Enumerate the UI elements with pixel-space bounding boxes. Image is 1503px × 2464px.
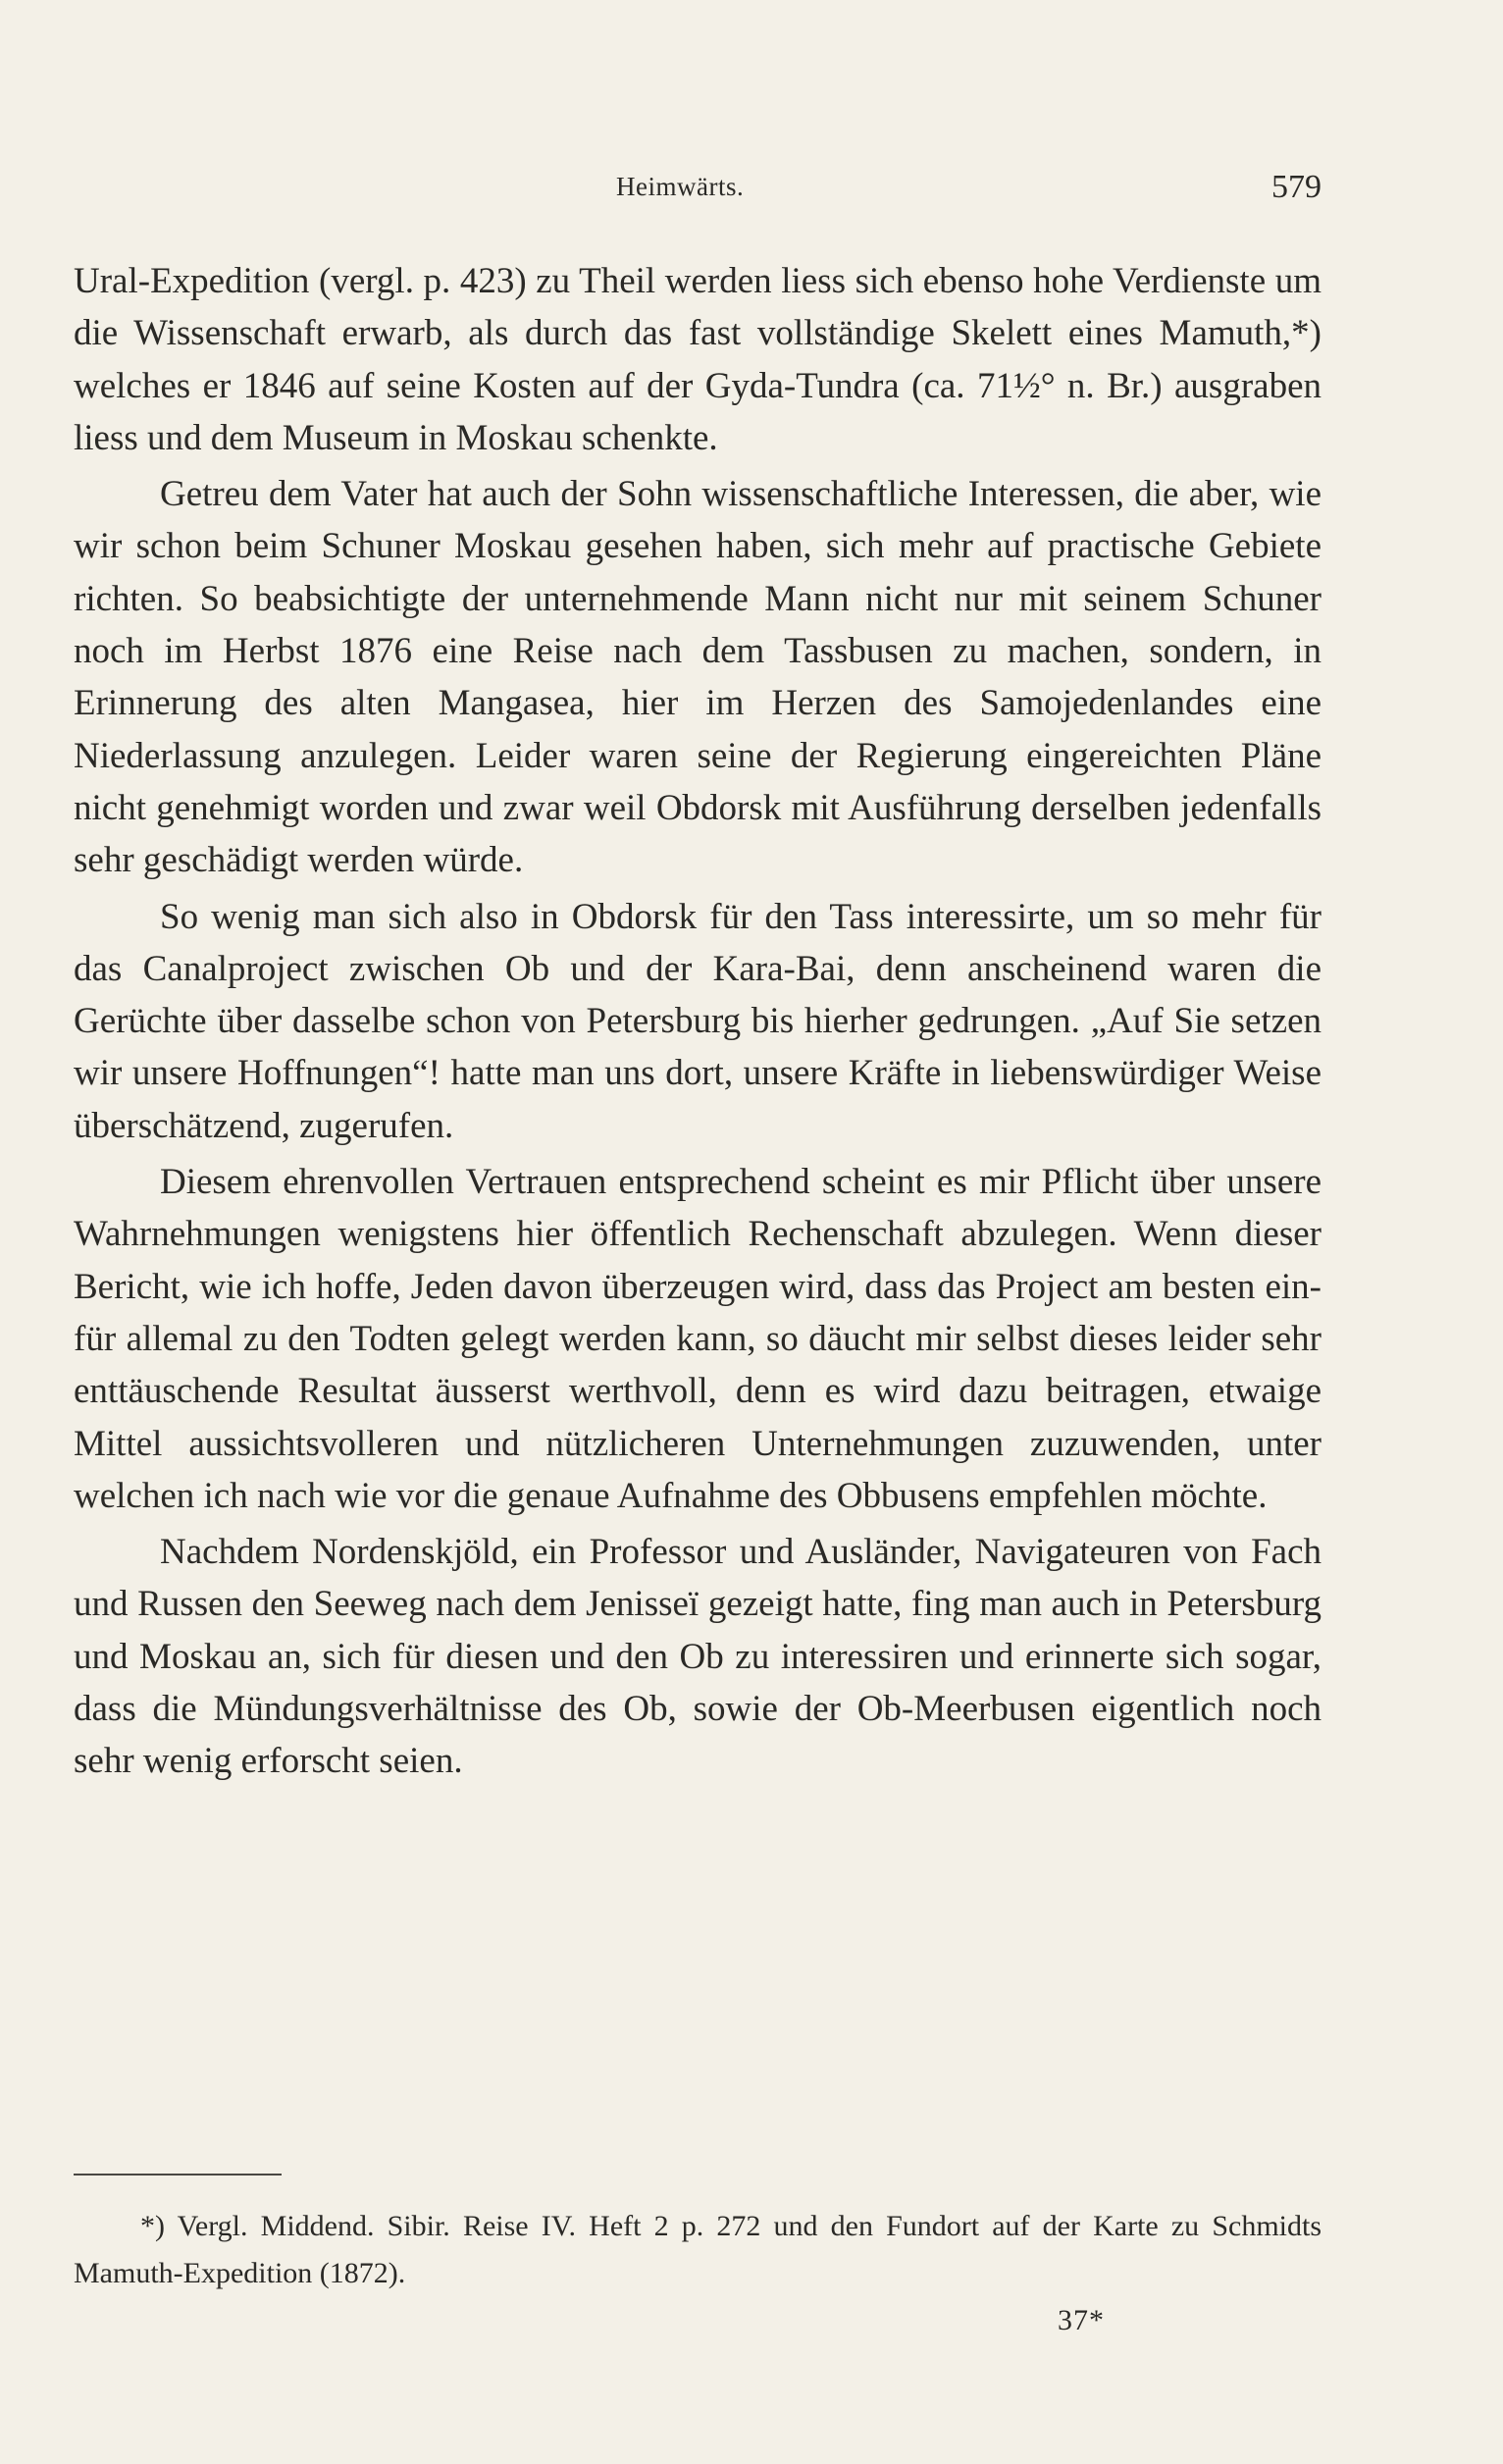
footnote-divider	[74, 2174, 282, 2176]
paragraph: So wenig man sich also in Obdorsk für den Tass interessirte, um so mehr für das Canalproject zwischen Ob und der Kara-Bai, denn anscheinend waren die Gerüchte über dasselbe schon von Petersburg bis hierher gedrungen. „Auf Sie setzen wir unsere Hoffnungen“! hatte man uns dort, unsere Kräfte in liebenswürdiger Weise überschätzend, zugerufen.	[74, 896, 1322, 1146]
running-head: Heimwärts.	[616, 172, 745, 201]
sheet-signature: 37*	[1058, 2304, 1105, 2336]
page-number: 579	[1271, 169, 1322, 205]
footnote: *) Vergl. Middend. Sibir. Reise IV. Heft 2 p. 272 und den Fundort auf der Karte zu Schmidts Mamuth-Expedition (1872).	[74, 2210, 1322, 2289]
body-text	[74, 255, 1322, 1792]
paragraph: Diesem ehrenvollen Vertrauen entsprechend scheint es mir Pflicht über unsere Wahrnehmungen wenigstens hier öffentlich Rechenschaft abzulegen. Wenn dieser Bericht, wie ich hoffe, Jeden davon überzeugen wird, dass das Project am besten ein- für allemal zu den Todten gelegt werden kann, so däucht mir selbst dieses leider sehr enttäuschende Resultat äusserst werthvoll, denn es wird dazu beitragen, etwaige Mittel aussichtsvolleren und nützlicheren Unternehmungen zuzuwenden, unter welchen ich nach wie vor die genaue Aufnahme des Obbusens empfehlen möchte.	[74, 1162, 1322, 1516]
paragraph: Ural-Expedition (vergl. p. 423) zu Theil werden liess sich ebenso hohe Verdienste um die Wissenschaft erwarb, als durch das fast vollständige Skelett eines Mamuth,*) welches er 1846 auf seine Kosten auf der Gyda-Tundra (ca. 71½° n. Br.) ausgraben liess und dem Museum in Moskau schenkte.	[74, 261, 1322, 458]
paragraph: Getreu dem Vater hat auch der Sohn wissenschaftliche Interessen, die aber, wie wir schon beim Schuner Moskau gesehen haben, sich mehr auf practische Gebiete richten. So beabsichtigte der unternehmende Mann nicht nur mit seinem Schuner noch im Herbst 1876 eine Reise nach dem Tassbusen zu machen, sondern, in Erinnerung des alten Mangasea, hier im Herzen des Samojedenlandes eine Niederlassung anzulegen. Leider waren seine der Regierung eingereichten Pläne nicht genehmigt worden und zwar weil Obdorsk mit Ausführung derselben jedenfalls sehr geschädigt werden würde.	[74, 474, 1322, 881]
paragraph: Nachdem Nordenskjöld, ein Professor und Ausländer, Navigateuren von Fach und Russen den Seeweg nach dem Jenisseï gezeigt hatte, fing man auch in Petersburg und Moskau an, sich für diesen und den Ob zu interessiren und erinnerte sich sogar, dass die Mündungsverhältnisse des Ob, sowie der Ob-Meerbusen eigentlich noch sehr wenig erforscht seien.	[74, 1532, 1322, 1782]
